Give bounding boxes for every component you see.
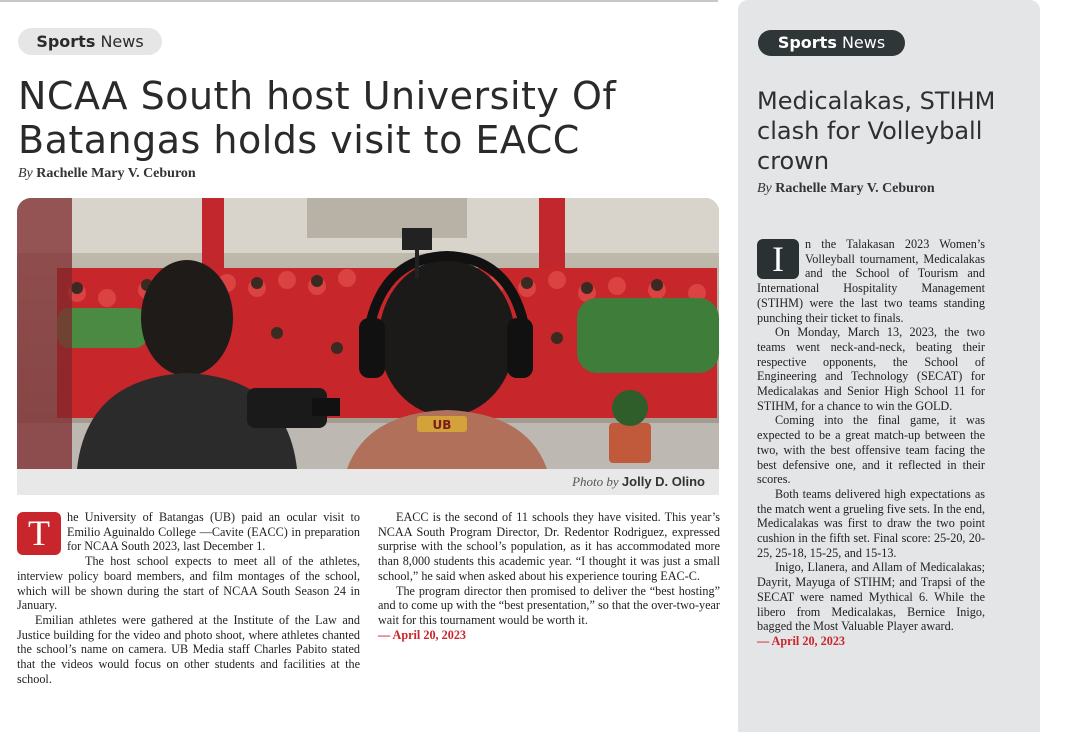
photo-credit: Photo by Jolly D. Olino bbox=[572, 474, 705, 489]
article-date: — April 20, 2023 bbox=[757, 633, 846, 648]
paragraph: EACC is the second of 11 schools they have visited. This year’s NCAA South Program Director, Dr. Redentor Rodriguez, expressed surprise with the school’s population, as it has accommodated more than 8,000 students this academic year. “I thought it was just a small school,” he said when asked about his experience touring EAC-C. bbox=[378, 510, 720, 583]
lanyard-text: UB bbox=[432, 418, 452, 432]
paragraph: Both teams delivered high expectations as the match went a grueling five sets. In the end, Medicalakas was first to draw the two point cushion in the fifth set. Final score: 25-20, 20-25, 25-18, 15-25, and 15-13. bbox=[757, 486, 985, 560]
byline: By Rachelle Mary V. Ceburon bbox=[757, 181, 935, 196]
top-rule bbox=[0, 0, 718, 2]
drop-cap: I bbox=[757, 239, 799, 279]
photo-credit-bar bbox=[17, 469, 719, 495]
article-column-3 bbox=[757, 237, 985, 649]
drop-cap: T bbox=[17, 512, 61, 555]
article-photo bbox=[17, 198, 719, 469]
paragraph: I n the Talakasan 2023 Women’s Volleyball tournament, Medicalakas and the School of Tourism and International Hospitality Management (STIHM) were the last two teams standing punching their ticket to finals. bbox=[757, 237, 985, 325]
article-headline: NCAA South host University Of Batangas holds visit to EACC bbox=[18, 74, 617, 162]
author-name: Rachelle Mary V. Ceburon bbox=[36, 166, 196, 181]
author-name: Rachelle Mary V. Ceburon bbox=[775, 181, 935, 196]
paragraph: T he University of Batangas (UB) paid an ocular visit to Emilio Aguinaldo College —Cavite (EACC) in preparation for NCAA South 2023, last December 1. bbox=[17, 510, 360, 554]
paragraph: Emilian athletes were gathered at the Institute of the Law and Justice building for the video and photo shoot, where athletes chanted the school’s name on camera. UB Media staff Charles Pabito stated that the videos would focus on other students and facilities at the school. bbox=[17, 612, 360, 686]
paragraph: On Monday, March 13, 2023, the two teams went neck-and-neck, beating their respective opponents, the School of Engineering and Technology (SECAT) for Medicalakas and Senior High School 11 for STIHM, for a chance to win the GOLD. bbox=[757, 325, 985, 413]
article-date: — April 20, 2023 bbox=[378, 627, 467, 642]
paragraph: The host school expects to meet all of the athletes, interview policy board members, and film montages of the school, which will be shown during the start of NCAA South Season 24 in January. bbox=[17, 554, 360, 613]
paragraph: Inigo, Llanera, and Allam of Medicalakas; Dayrit, Mayuga of STIHM; and Trapsi of the SECAT were named Mythical 6. While the libero from Medicalakas, Bernice Inigo, bagged the Most Valuable Player award. bbox=[757, 560, 985, 634]
paragraph: Coming into the final game, it was expected to be a great match-up between the two, with the best offensive team facing the best defensive one, and it reflected in their scores. bbox=[757, 413, 985, 487]
paragraph: The program director then promised to deliver the “best hosting” and to come up with the “best presentation,” so that the over-two-year wait for this tournament would be worth it. bbox=[378, 583, 720, 627]
article-column-1 bbox=[17, 510, 360, 686]
category-badge: Sports News bbox=[758, 30, 905, 56]
article-headline: Medicalakas, STIHM clash for Volleyball crown bbox=[757, 87, 996, 175]
article-column-2 bbox=[378, 510, 720, 642]
byline: By Rachelle Mary V. Ceburon bbox=[18, 166, 196, 181]
category-badge: Sports News bbox=[18, 28, 162, 55]
